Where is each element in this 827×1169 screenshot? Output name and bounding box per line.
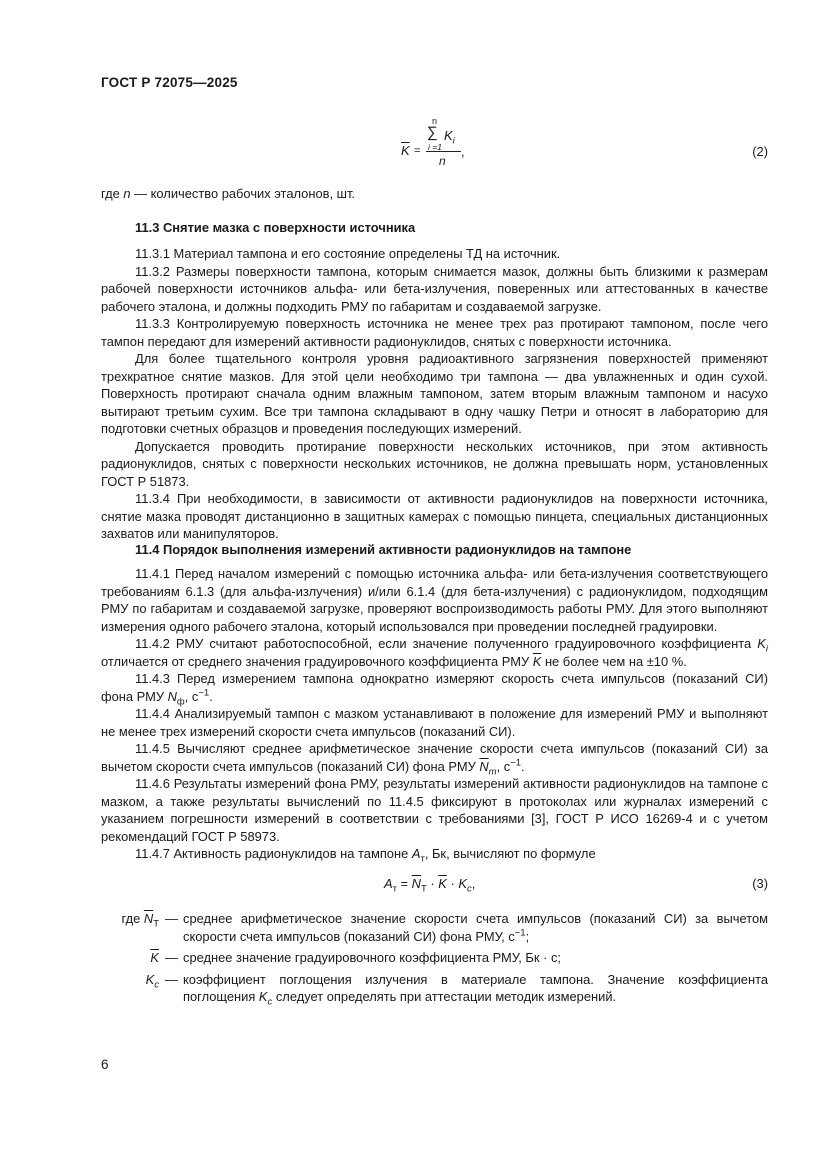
document-header: ГОСТ Р 72075—2025 [101,75,238,90]
para-11-3-3-allow: Допускается проводить протирание поверхности нескольких источников, при этом активность радионуклидов, снятых с поверхности нескольких источников, не должна превышать норм, установленных ГОСТ Р 51873. [101,438,768,489]
para-11-3-1: 11.3.1 Материал тампона и его состояние определены ТД на источник. [135,246,561,261]
formula3-expression: $A_т = \overline{N}_Т \cdot \overline{K} \cdot K_c$, [384,876,476,895]
definitions-list [101,910,768,1010]
para-11-4-3: 11.4.3 Перед измерением тампона однократно измеряют скорость счета импульсов (показаний СИ) фона РМУ $N_ф$, $с^{-1}$. [101,671,768,708]
para-11-4-5: 11.4.5 Вычисляют среднее арифметическое значение скорости счета импульсов (показаний СИ) за вычетом скорости счета импульсов (показаний СИ) фона РМУ $\overline{N}_m$, $с^{-1}$. [101,741,768,778]
formula2-equals: = [414,145,421,157]
definition-n [101,910,768,945]
section-11-3-body [101,245,768,543]
definition-kc-dash: — [165,971,178,987]
definition-kc [101,971,768,1006]
para-11-3-3: 11.3.3 Контролируемую поверхность источника не менее трех раз протирают тампоном, после чего тампон передают для измерений активности радионуклидов, снятых с поверхности источника. [101,316,768,349]
formula2-sum-bottom: i =1 [428,142,442,152]
formula2-ki: $K_i$ [444,128,455,147]
definition-k-dash: — [165,950,178,965]
formula3-number: (3) [752,876,768,891]
section-11-4-body [101,565,768,863]
section-11-3-heading: 11.3 Снятие мазка с поверхности источника [135,220,416,235]
definition-kc-term: $K_c$ [145,971,159,991]
definition-kc-text: коэффициент поглощения излучения в материале тампона. Значение коэффициента поглощения $K_c$ следует определять при аттестации методик измерений. [183,971,768,1008]
para-11-3-4: 11.3.4 При необходимости, в зависимости от активности радионуклидов на поверхности источника, снятие мазка проводят дистанционно в защитных камерах с помощью пинцета, специальных дистанционных захватов или манипуляторов. [101,491,768,541]
definition-k-term: $\overline{K}$ [150,950,159,965]
page-number: 6 [101,1057,109,1072]
formula-2 [101,118,768,178]
para-11-3-3-cont: Для более тщательного контроля уровня радиоактивного загрязнения поверхностей применяют трехкратное снятие мазков. Для этой цели необходимо три тампона — два увлажненных и один сухой. Поверхность протирают сначала одним влажным тампоном, затем вторым влажным тампоном и насухо вытирают третьим сухим. Все три тампона складывают в одну чашку Петри и относят в лабораторию для подготовки счетных образцов и проведения последующих измерений. [101,351,768,436]
formula2-number: (2) [752,144,768,159]
para-11-4-1: 11.4.1 Перед началом измерений с помощью источника альфа- или бета-излучения соответствующего требованиям 6.1.3 (для альфа-излучения) и/или 6.1.4 (для бета-излучения) с радионуклидом, подходящим РМУ по габаритам и создаваемой загрузке, проверяют воспроизводимость работы РМУ. Для этого выполняют измерения одного рабочего эталона, который использовался при проведении последней градуировки. [101,566,768,634]
formula2-comma: , [461,144,465,159]
formula2-fraction-bar [426,151,461,152]
formula-3 [101,875,768,897]
para-11-4-6: 11.4.6 Результаты измерений фона РМУ, результаты измерений активности радионуклидов на тампоне с мазком, а также результаты вычислений по 11.4.5 фиксируют в протоколах или журналах измерений с указанием погрешности измерений в соответствии с требованиями [3], ГОСТ Р ИСО 16269-4 и с учетом рекомендаций ГОСТ Р 58973. [101,776,768,844]
definition-n-text: среднее арифметическое значение скорости счета импульсов (показаний СИ) за вычетом скорости счета импульсов (показаний СИ) фона РМУ, $с^{-1}$; [183,911,768,944]
definition-k-text: среднее значение градуировочного коэффициента РМУ, Бк · с; [183,950,561,965]
formula2-kbar: $\overline{K}$ [401,143,410,158]
definition-n-dash: — [165,911,178,926]
formula2-denominator: n [439,154,446,168]
para-11-4-2: 11.4.2 РМУ считают работоспособной, если значение полученного градуировочного коэффициента $K_i$ отличается от среднего значения градуировочного коэффициента РМУ $\overline{K}$ не более чем на ±10 %. [101,636,768,669]
definition-n-term: где $\overline{N}_Т$ [121,911,159,930]
para-11-4-7: 11.4.7 Активность радионуклидов на тампоне $A_т$, Бк, вычисляют по формуле [135,846,596,865]
definition-k [101,949,768,967]
para-11-3-2: 11.3.2 Размеры поверхности тампона, которым снимается мазок, должны быть близкими к размерам рабочей поверхности источников альфа- или бета-излучения, поверенных или аттестованных в качестве рабочего эталона, и должны подходить РМУ по габаритам и создаваемой загрузке. [101,263,768,314]
para-11-4-4: 11.4.4 Анализируемый тампон с мазком устанавливают в положение для измерений РМУ и выполняют не менее трех измерений скорости счета импульсов (показаний СИ). [101,706,768,739]
where-n: где n — количество рабочих эталонов, шт. [101,186,356,201]
formula2-sum-sign: ∑ [427,124,438,141]
section-11-4-heading: 11.4 Порядок выполнения измерений активности радионуклидов на тампоне [135,542,632,557]
formula2-sum-top: n [432,116,438,126]
